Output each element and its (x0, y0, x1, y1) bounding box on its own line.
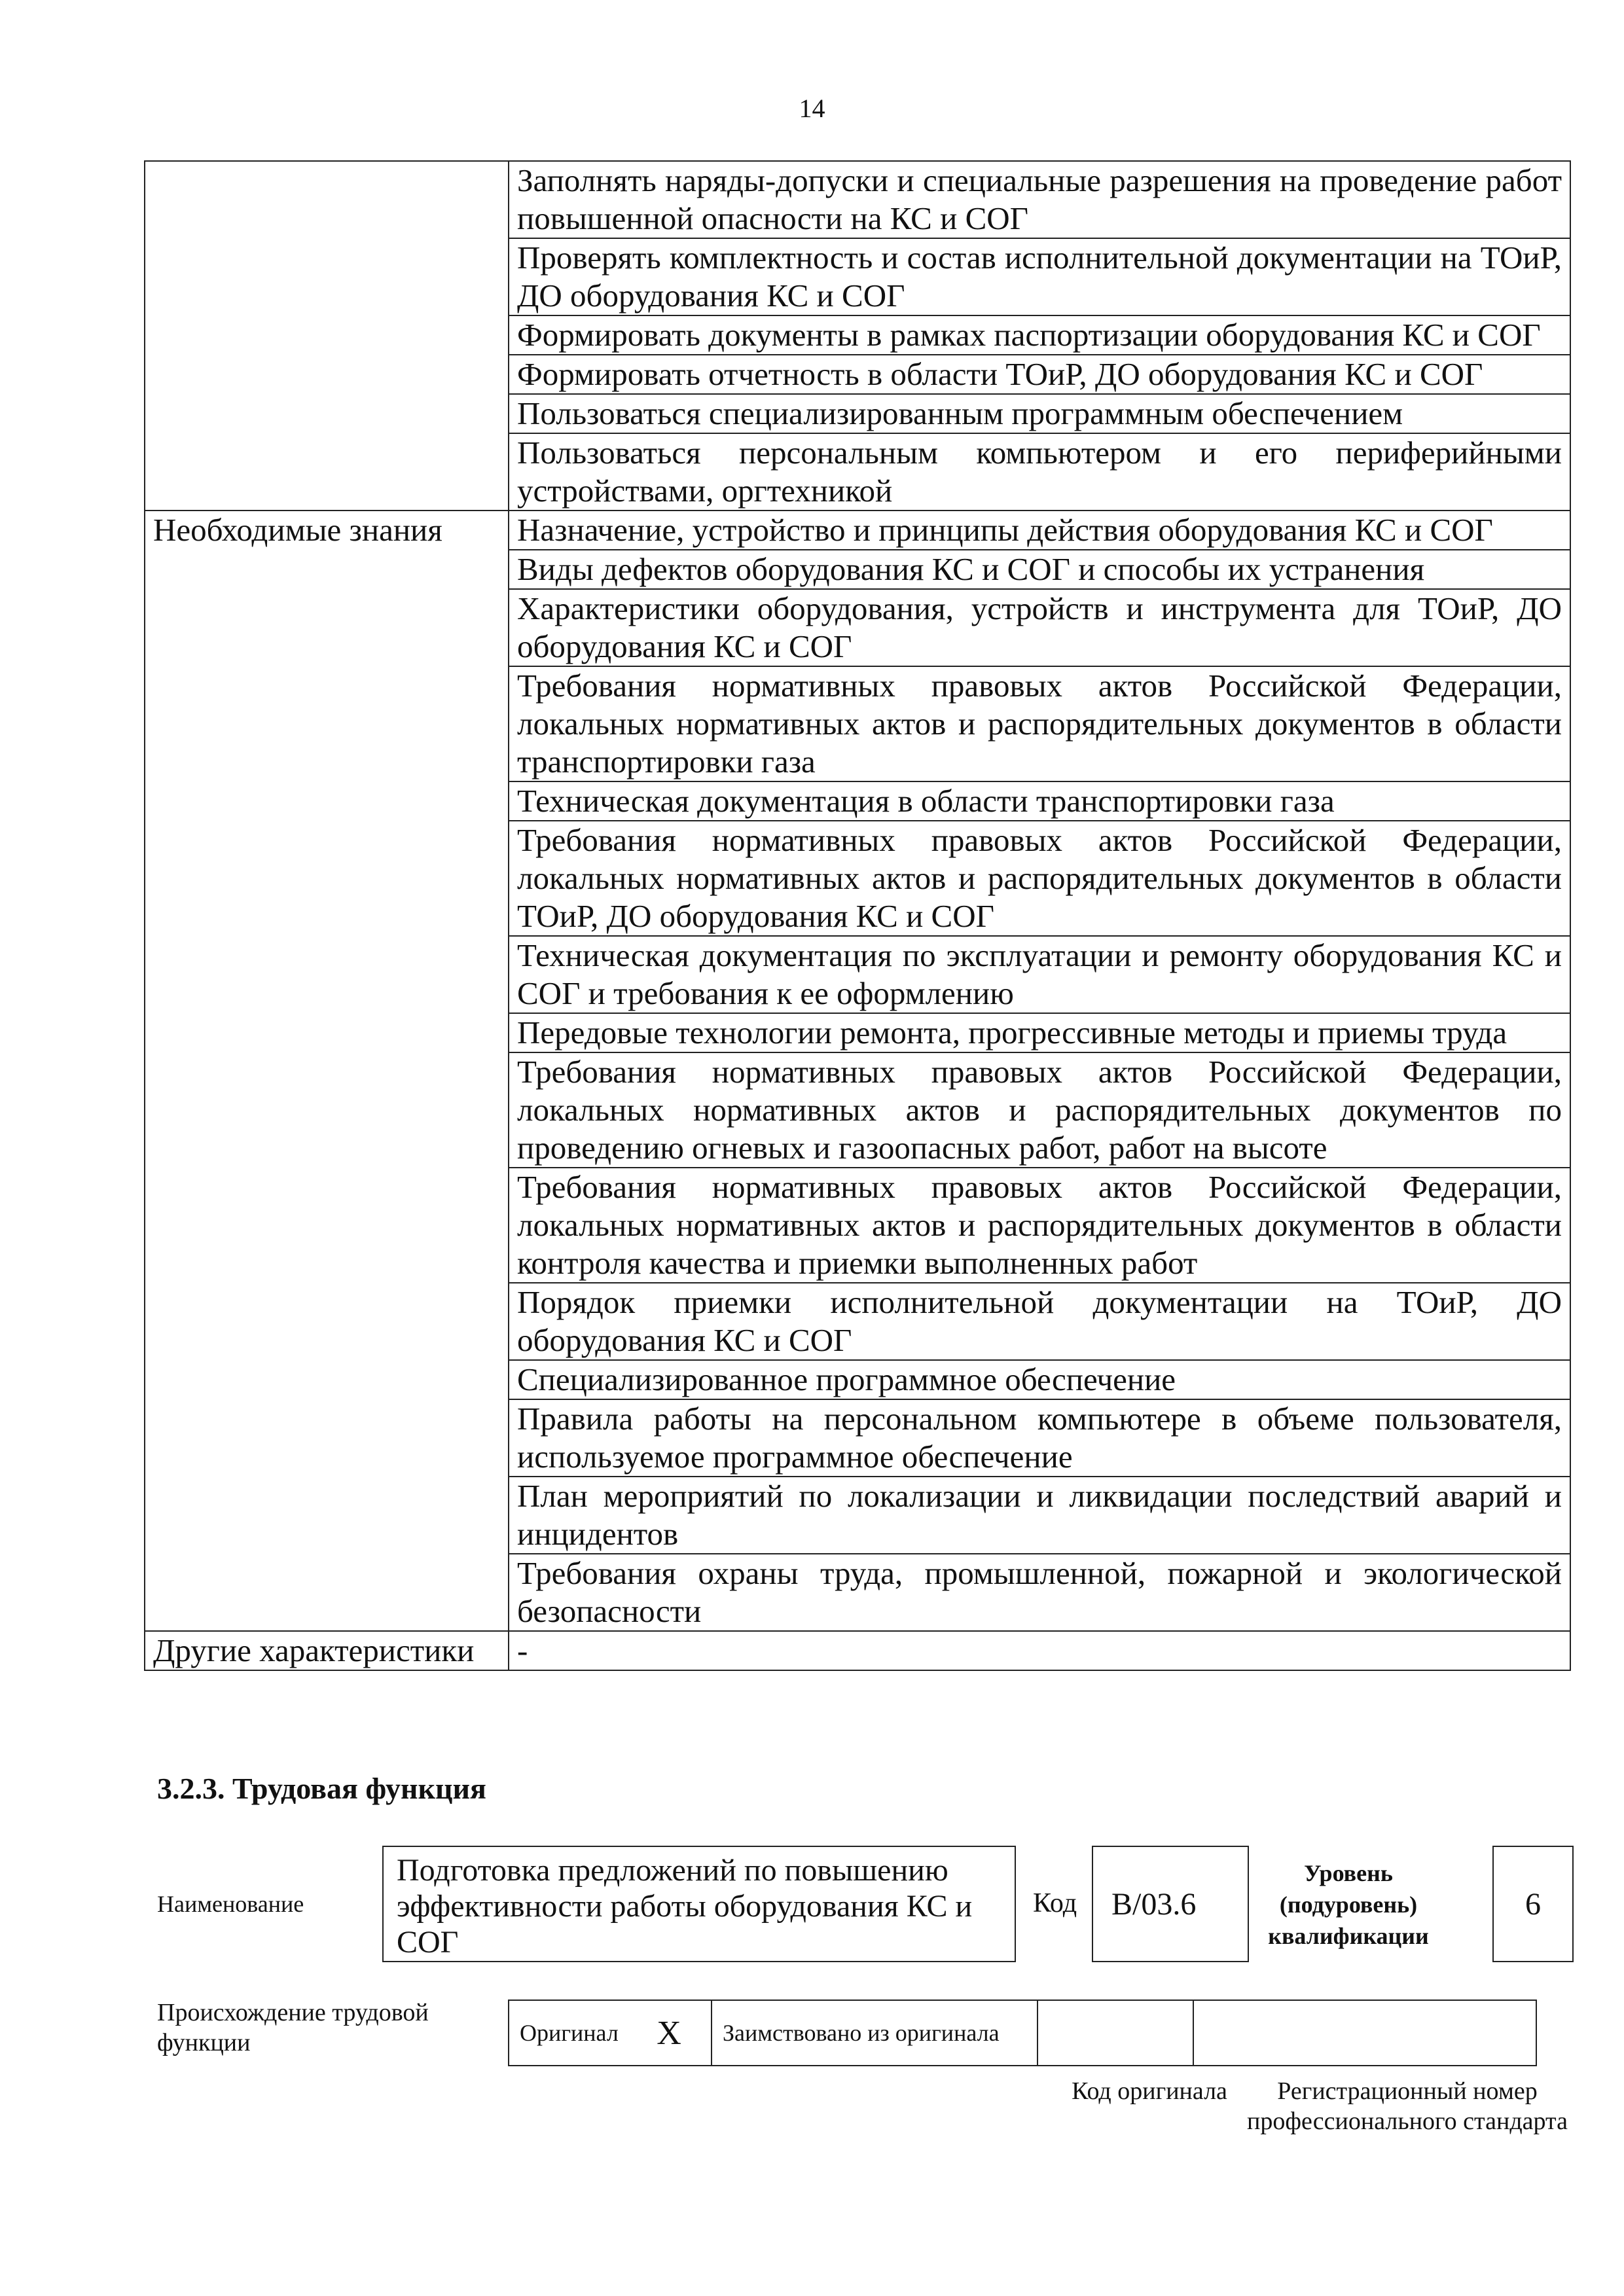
table-row (145, 821, 1570, 936)
original-code-cell (1038, 2000, 1193, 2066)
table-cell-empty (145, 1052, 509, 1168)
knowledge-item: Порядок приемки исполнительной документации на ТОиР, ДО оборудования КС и СОГ (509, 1283, 1570, 1360)
table-cell-empty (145, 666, 509, 781)
level-value: 6 (1492, 1846, 1574, 1962)
registration-caption: Регистрационный номер профессионального стандарта (1247, 2077, 1568, 2135)
table-row (145, 1477, 1570, 1554)
origin-label: Происхождение трудовой функции (157, 1999, 429, 2056)
table-row (145, 550, 1570, 589)
skill-item: Заполнять наряды-допуски и специальные разрешения на проведение работ повышенной опасности на КС и СОГ (509, 161, 1570, 238)
skill-item: Формировать отчетность в области ТОиР, ДО оборудования КС и СОГ (509, 355, 1570, 394)
table-row (145, 589, 1570, 666)
table-cell-empty (145, 315, 509, 355)
table-cell-empty (145, 1168, 509, 1283)
table-row (509, 2000, 1536, 2066)
origin-table (508, 2000, 1537, 2066)
table-cell-empty (145, 781, 509, 821)
skill-item: Проверять комплектность и состав исполнительной документации на ТОиР, ДО оборудования КС и СОГ (509, 238, 1570, 315)
table-cell-empty (145, 1554, 509, 1631)
name-label: Наименование (157, 1891, 304, 1917)
table-row (145, 1168, 1570, 1283)
table-row (145, 1554, 1570, 1631)
competency-table (144, 160, 1571, 1671)
table-row (145, 1360, 1570, 1399)
table-cell-empty (145, 550, 509, 589)
table-row (145, 1631, 1570, 1670)
table-row (145, 511, 1570, 550)
other-label: Другие характеристики (145, 1631, 509, 1670)
knowledge-item: Требования охраны труда, промышленной, пожарной и экологической безопасности (509, 1554, 1570, 1631)
skill-item: Пользоваться специализированным программным обеспечением (509, 394, 1570, 433)
table-cell-empty (145, 1477, 509, 1554)
table-row (145, 1052, 1570, 1168)
knowledge-item: Правила работы на персональном компьютере в объеме пользователя, используемое программное обеспечение (509, 1399, 1570, 1477)
knowledge-item: Требования нормативных правовых актов Российской Федерации, локальных нормативных актов и распорядительных документов по проведению огневых и газоопасных работ, работ на высоте (509, 1052, 1570, 1168)
page-number: 14 (799, 94, 825, 123)
level-label: Уровень (подуровень) квалификации (1268, 1860, 1429, 1949)
knowledge-item: Требования нормативных правовых актов Российской Федерации, локальных нормативных актов и распорядительных документов в области ТОиР, ДО оборудования КС и СОГ (509, 821, 1570, 936)
knowledge-item: Техническая документация в области транспортировки газа (509, 781, 1570, 821)
table-cell-empty (145, 1399, 509, 1477)
table-row (145, 781, 1570, 821)
original-mark: Х (627, 2000, 712, 2066)
original-label: Оригинал (509, 2000, 627, 2066)
table-cell-empty (145, 821, 509, 936)
table-cell-empty (145, 355, 509, 394)
table-row (145, 394, 1570, 433)
table-row (145, 1283, 1570, 1360)
knowledge-label: Необходимые знания (145, 511, 509, 550)
code-label: Код (1033, 1888, 1077, 1918)
table-row (145, 433, 1570, 511)
registration-number-cell (1193, 2000, 1536, 2066)
table-cell-empty (145, 394, 509, 433)
table-row (145, 936, 1570, 1013)
knowledge-item: Передовые технологии ремонта, прогрессивные методы и приемы труда (509, 1013, 1570, 1052)
knowledge-item: Виды дефектов оборудования КС и СОГ и способы их устранения (509, 550, 1570, 589)
code-caption: Код оригинала (1072, 2077, 1227, 2105)
knowledge-item: Техническая документация по эксплуатации и ремонту оборудования КС и СОГ и требования к ее оформлению (509, 936, 1570, 1013)
knowledge-item: Требования нормативных правовых актов Российской Федерации, локальных нормативных актов и распорядительных документов в области контроля качества и приемки выполненных работ (509, 1168, 1570, 1283)
table-row (145, 666, 1570, 781)
table-cell-empty (145, 1013, 509, 1052)
skill-item: Пользоваться персональным компьютером и его периферийными устройствами, оргтехникой (509, 433, 1570, 511)
knowledge-item: Требования нормативных правовых актов Российской Федерации, локальных нормативных актов и распорядительных документов в области транспортировки газа (509, 666, 1570, 781)
knowledge-item: План мероприятий по локализации и ликвидации последствий аварий и инцидентов (509, 1477, 1570, 1554)
skill-item: Формировать документы в рамках паспортизации оборудования КС и СОГ (509, 315, 1570, 355)
knowledge-item: Специализированное программное обеспечение (509, 1360, 1570, 1399)
name-value: Подготовка предложений по повышению эффективности работы оборудования КС и СОГ (382, 1846, 1016, 1962)
table-cell-empty (145, 936, 509, 1013)
section-title: 3.2.3. Трудовая функция (157, 1772, 486, 1805)
table-row (145, 1013, 1570, 1052)
other-value: - (509, 1631, 1570, 1670)
knowledge-item: Характеристики оборудования, устройств и инструмента для ТОиР, ДО оборудования КС и СОГ (509, 589, 1570, 666)
borrowed-label: Заимствовано из оригинала (712, 2000, 1038, 2066)
table-cell-empty (145, 433, 509, 511)
table-row (145, 355, 1570, 394)
table-cell-empty (145, 1283, 509, 1360)
table-row (145, 238, 1570, 315)
table-cell-empty (145, 238, 509, 315)
table-row (145, 161, 1570, 238)
table-cell-empty (145, 1360, 509, 1399)
code-value: В/03.6 (1092, 1846, 1249, 1962)
table-cell-empty (145, 161, 509, 238)
table-row (145, 1399, 1570, 1477)
table-cell-empty (145, 589, 509, 666)
knowledge-item: Назначение, устройство и принципы действия оборудования КС и СОГ (509, 511, 1570, 550)
table-row (145, 315, 1570, 355)
